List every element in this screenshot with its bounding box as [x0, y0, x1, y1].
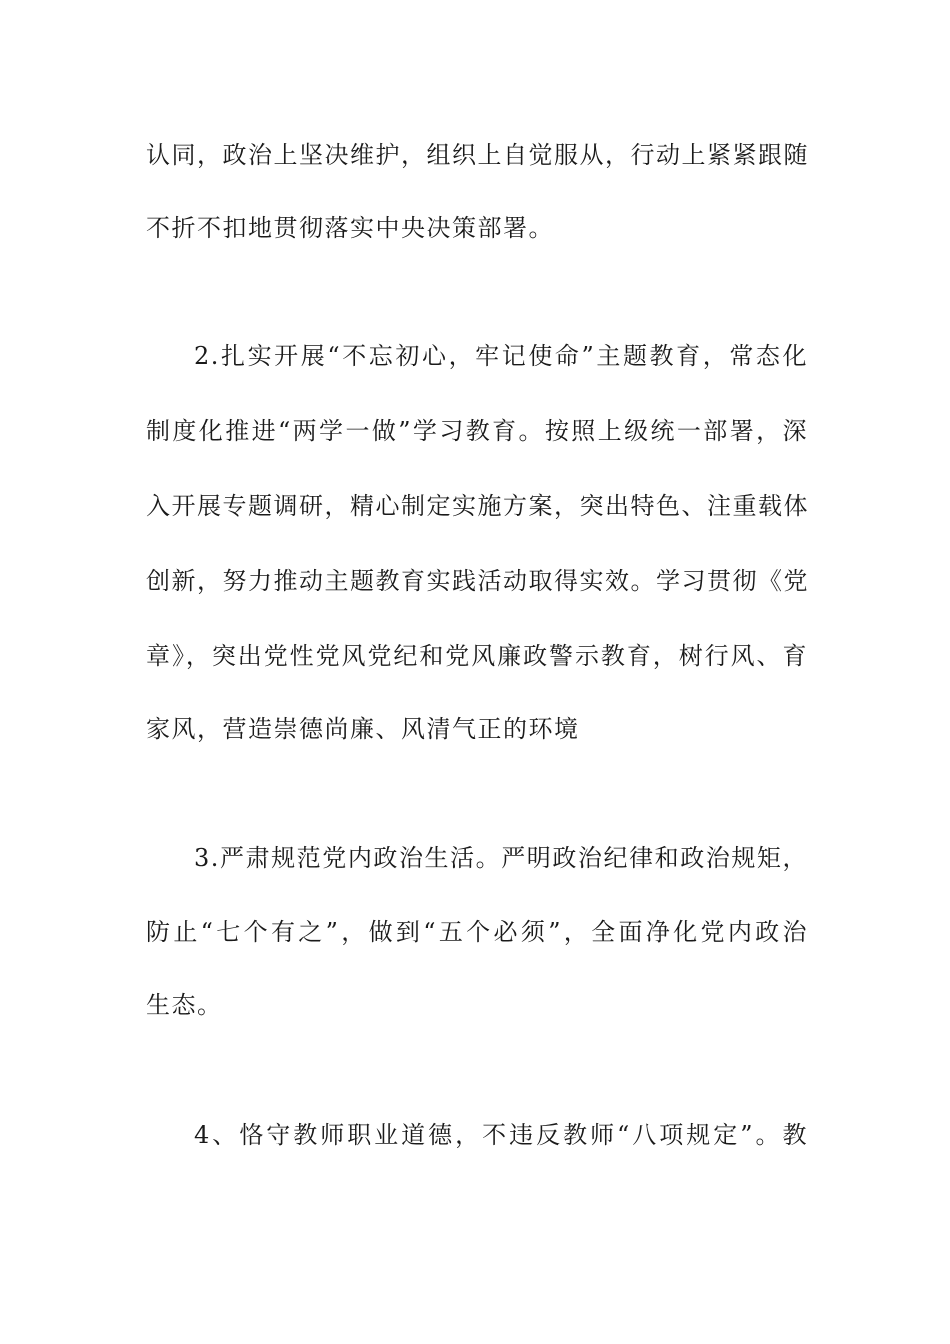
paragraph-1-line-2: 不折不扣地贯彻落实中央决策部署。: [146, 214, 554, 242]
paragraph-3-line-1: 3.严肃规范党内政治生活。严明政治纪律和政治规矩，: [194, 844, 808, 872]
paragraph-1-line-1: 认同，政治上坚决维护，组织上自觉服从，行动上紧紧跟随: [146, 141, 809, 169]
paragraph-2-line-6: 家风，营造崇德尚廉、风清气正的环境: [146, 715, 580, 743]
paragraph-3-line-2: 防止“七个有之”，做到“五个必须”，全面净化党内政治: [146, 918, 808, 946]
paragraph-2-line-1: 2.扎实开展“不忘初心，牢记使命”主题教育，常态化: [194, 342, 808, 370]
paragraph-2-line-2: 制度化推进“两学一做”学习教育。按照上级统一部署，深: [146, 417, 808, 445]
paragraph-4-line-1: 4、恪守教师职业道德，不违反教师“八项规定”。教: [194, 1121, 808, 1149]
paragraph-2-line-3: 入开展专题调研，精心制定实施方案，突出特色、注重载体: [146, 492, 809, 520]
paragraph-3-line-3: 生态。: [146, 991, 223, 1019]
paragraph-2-line-5: 章》，突出党性党风党纪和党风廉政警示教育，树行风、育: [146, 642, 808, 670]
paragraph-2-line-4: 创新，努力推动主题教育实践活动取得实效。学习贯彻《党: [146, 567, 809, 595]
